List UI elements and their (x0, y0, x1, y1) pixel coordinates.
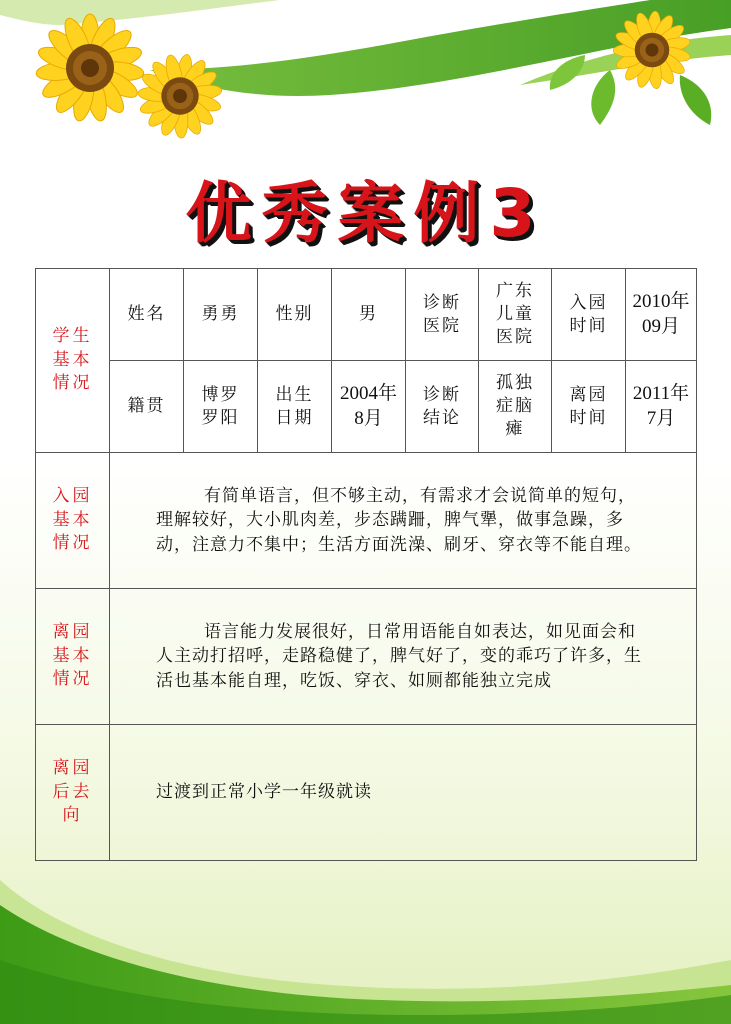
table-row (36, 269, 697, 361)
section-label-student-info: 学生 基本 情况 (36, 269, 110, 453)
table-row (36, 589, 697, 725)
section-label-destination: 离园 后去 向 (36, 725, 110, 861)
table-row (36, 725, 697, 861)
cell-origin-value: 博罗 罗阳 (184, 361, 258, 453)
destination-description: 过渡到正常小学一年级就读 (110, 725, 697, 861)
cell-gender-value: 男 (332, 269, 406, 361)
cell-name-label: 姓名 (110, 269, 184, 361)
cell-birth-label: 出生 日期 (258, 361, 332, 453)
page-title: 优秀案例3 (185, 175, 546, 252)
cell-enroll-value: 2010年 09月 (626, 269, 697, 361)
sunflower-icon (137, 53, 222, 138)
cell-hospital-label: 诊断 医院 (406, 269, 479, 361)
sunflower-icon (35, 14, 144, 123)
cell-diagnosis-value: 孤独 症脑 瘫 (479, 361, 552, 453)
leave-description: 语言能力发展很好，日常用语能自如表达，如见面会和人主动打招呼，走路稳健了，脾气好了，变的乖巧了许多，生活也基本能自理，吃饭、穿衣、如厕都能独立完成 (110, 589, 697, 725)
cell-leave-value: 2011年 7月 (626, 361, 697, 453)
cell-leave-label: 离园 时间 (552, 361, 626, 453)
table-row (36, 361, 697, 453)
cell-name-value: 勇勇 (184, 269, 258, 361)
cell-birth-value: 2004年 8月 (332, 361, 406, 453)
entry-description: 有简单语言，但不够主动，有需求才会说简单的短句，理解较好，大小肌肉差，步态蹒跚，脾气犟，做事急躁，多动，注意力不集中；生活方面洗澡、刷牙、穿衣等不能自理。 (110, 453, 697, 589)
table-row (36, 453, 697, 589)
cell-origin-label: 籍贯 (110, 361, 184, 453)
case-table (35, 268, 697, 861)
cell-enroll-label: 入园 时间 (552, 269, 626, 361)
cell-diagnosis-label: 诊断 结论 (406, 361, 479, 453)
cell-hospital-value: 广东 儿童 医院 (479, 269, 552, 361)
section-label-entry: 入园 基本 情况 (36, 453, 110, 589)
cell-gender-label: 性别 (258, 269, 332, 361)
section-label-leave: 离园 基本 情况 (36, 589, 110, 725)
